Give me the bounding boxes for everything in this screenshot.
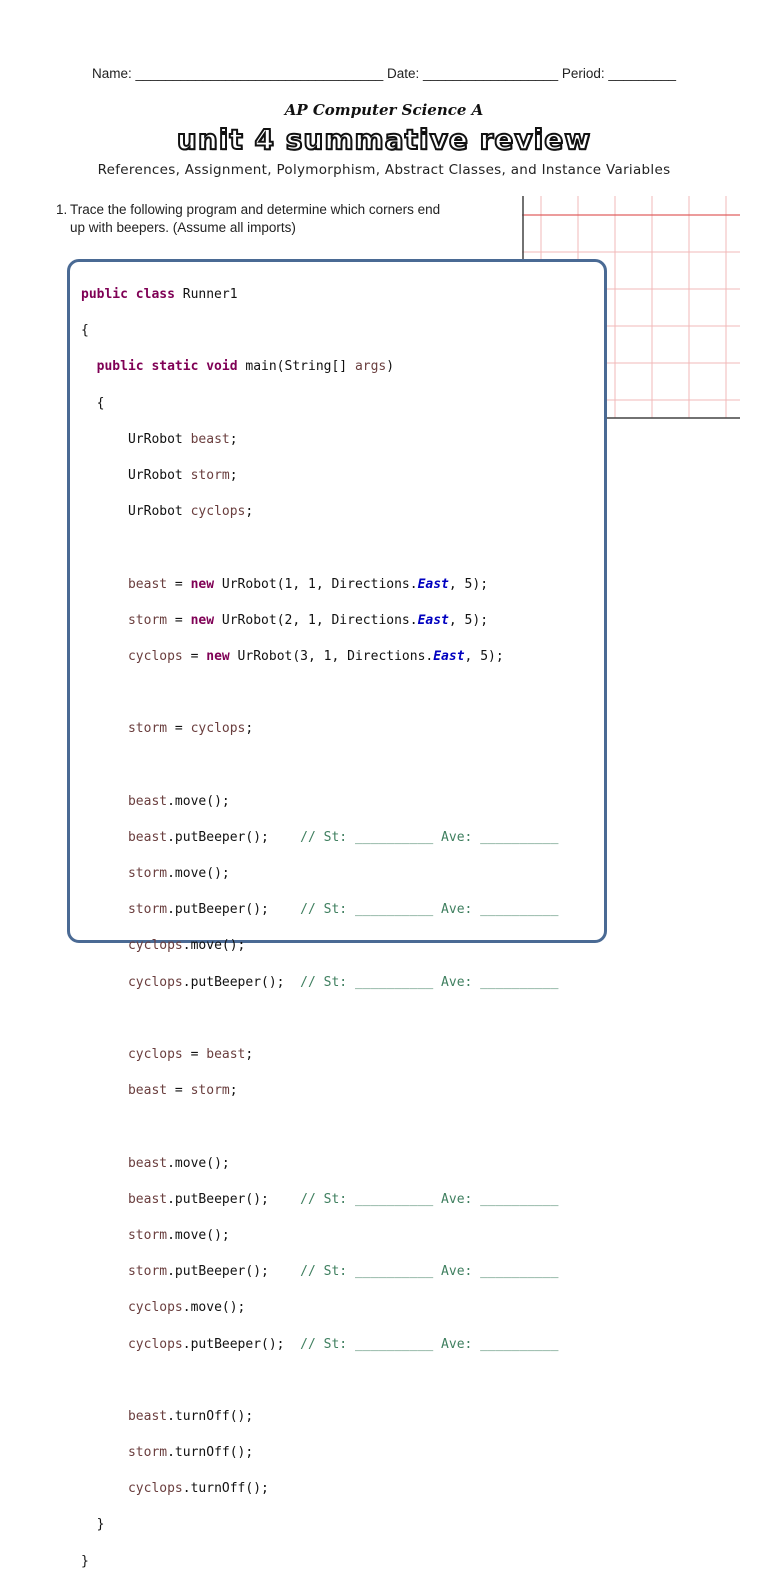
code-text: .putBeeper(); <box>167 1264 269 1280</box>
code-line <box>81 395 558 413</box>
code-text: ; <box>229 431 238 447</box>
code-variable: storm <box>127 902 168 918</box>
code-text: , 5); <box>448 576 489 592</box>
code-text: = <box>182 648 207 664</box>
code-line <box>81 648 558 666</box>
code-text: UrRobot(3, 1, Directions. <box>229 648 434 664</box>
code-line <box>81 503 558 521</box>
code-variable: beast <box>190 431 230 447</box>
code-line <box>81 901 558 919</box>
code-text: { <box>81 323 89 339</box>
code-text: = <box>167 1083 191 1099</box>
page-subtitle: References, Assignment, Polymorphism, Abstract Classes, and Instance Variables <box>97 162 671 178</box>
code-text: .putBeeper(); <box>182 974 285 990</box>
code-text: = <box>167 576 191 592</box>
code-text: .turnOff(); <box>182 1481 269 1497</box>
code-comment-answer-blank: // St: __________ Ave: __________ <box>300 974 559 990</box>
code-line <box>81 1082 558 1100</box>
code-line <box>81 793 558 811</box>
code-blank-line <box>81 1372 558 1390</box>
code-variable: cyclops <box>127 974 183 990</box>
code-line <box>81 1155 558 1173</box>
code-text: ; <box>229 1083 238 1099</box>
question-text-line-2: up with beepers. (Assume all imports) <box>70 220 296 235</box>
code-text: } <box>96 1517 105 1533</box>
code-blank-line <box>81 1118 558 1136</box>
code-text: ; <box>229 468 238 484</box>
code-text: ) <box>386 359 395 375</box>
code-line <box>81 576 558 594</box>
code-keyword: new <box>190 612 215 628</box>
code-keyword: new <box>190 576 215 592</box>
code-variable: args <box>354 359 387 375</box>
code-line <box>81 286 558 304</box>
code-text: UrRobot(2, 1, Directions. <box>214 612 418 628</box>
code-line <box>81 1263 558 1281</box>
code-variable: beast <box>127 1191 168 1207</box>
code-line <box>81 829 558 847</box>
code-keyword: public class <box>81 287 175 303</box>
code-keyword: public static void <box>96 359 238 375</box>
code-variable: storm <box>190 1083 230 1099</box>
code-text: .move(); <box>182 938 246 954</box>
code-comment-answer-blank: // St: __________ Ave: __________ <box>300 1264 559 1280</box>
code-text: = <box>167 612 191 628</box>
code-variable: cyclops <box>127 648 183 664</box>
code-blank-line <box>81 1010 558 1028</box>
page-title: unit 4 summative review <box>176 123 592 156</box>
code-text: } <box>81 1553 89 1569</box>
code-blank-line <box>81 757 558 775</box>
code-blank-line <box>81 539 558 557</box>
code-variable: cyclops <box>190 504 246 520</box>
code-line <box>81 467 558 485</box>
code-line <box>81 720 558 738</box>
code-text: = <box>167 721 191 737</box>
code-variable: cyclops <box>127 1300 183 1316</box>
code-line <box>81 1553 558 1571</box>
code-text: = <box>182 1047 207 1063</box>
code-text: main(String[] <box>237 359 355 375</box>
code-blank-line <box>81 684 558 702</box>
code-variable: beast <box>206 1047 246 1063</box>
code-variable: storm <box>127 1227 168 1243</box>
code-enum: East <box>417 612 449 628</box>
code-variable: beast <box>127 793 168 809</box>
code-text: UrRobot <box>127 504 191 520</box>
code-text: .turnOff(); <box>167 1408 254 1424</box>
code-text: Runner1 <box>174 287 238 303</box>
code-variable: cyclops <box>127 1481 183 1497</box>
code-variable: storm <box>127 612 168 628</box>
code-variable: cyclops <box>127 938 183 954</box>
code-text: .move(); <box>167 866 230 882</box>
code-line <box>81 1408 558 1426</box>
code-line <box>81 358 558 376</box>
course-name: AP Computer Science A <box>284 101 484 119</box>
code-variable: beast <box>127 1083 168 1099</box>
code-variable: cyclops <box>190 721 246 737</box>
code-text: .turnOff(); <box>167 1445 254 1461</box>
code-line <box>81 1444 558 1462</box>
code-line <box>81 1516 558 1534</box>
code-line <box>81 937 558 955</box>
code-text: ; <box>245 504 254 520</box>
code-text: .putBeeper(); <box>167 902 269 918</box>
code-text: UrRobot <box>127 431 191 447</box>
question-1 <box>56 201 506 237</box>
code-line <box>81 974 558 992</box>
code-text: UrRobot <box>127 468 191 484</box>
question-number: 1. <box>56 202 68 217</box>
code-text: .move(); <box>182 1300 246 1316</box>
code-variable: storm <box>190 468 230 484</box>
code-enum: East <box>433 648 465 664</box>
code-variable: beast <box>127 829 168 845</box>
code-line <box>81 322 558 340</box>
code-text: .move(); <box>167 1227 230 1243</box>
code-text: .move(); <box>167 1155 230 1171</box>
code-variable: storm <box>127 866 168 882</box>
code-line <box>81 1046 558 1064</box>
code-text: .move(); <box>167 793 230 809</box>
code-text: ; <box>245 721 254 737</box>
code-listing <box>81 268 558 1589</box>
code-line <box>81 1480 558 1498</box>
code-text: ; <box>245 1047 254 1063</box>
code-variable: beast <box>127 1155 168 1171</box>
code-line <box>81 431 558 449</box>
code-text: .putBeeper(); <box>167 1191 269 1207</box>
code-line <box>81 1227 558 1245</box>
code-line <box>81 612 558 630</box>
code-text: , 5); <box>448 612 489 628</box>
code-comment-answer-blank: // St: __________ Ave: __________ <box>300 1336 559 1352</box>
code-variable: storm <box>127 1445 168 1461</box>
code-text: UrRobot(1, 1, Directions. <box>214 576 418 592</box>
code-line <box>81 865 558 883</box>
code-text: { <box>96 395 105 411</box>
code-variable: storm <box>127 721 168 737</box>
code-line <box>81 1299 558 1317</box>
code-text: .putBeeper(); <box>167 829 269 845</box>
question-text-line-1: Trace the following program and determine which corners end <box>70 202 441 217</box>
name-date-period-line: Name: _________________________________ Date: __________________ Period: _________ <box>91 66 677 81</box>
code-text: , 5); <box>464 648 504 664</box>
code-variable: beast <box>127 1408 168 1424</box>
code-variable: cyclops <box>127 1336 183 1352</box>
code-variable: cyclops <box>127 1047 183 1063</box>
code-line <box>81 1336 558 1354</box>
code-comment-answer-blank: // St: __________ Ave: __________ <box>300 1191 559 1207</box>
code-comment-answer-blank: // St: __________ Ave: __________ <box>300 902 559 918</box>
code-keyword: new <box>206 648 230 664</box>
code-variable: beast <box>127 576 168 592</box>
code-comment-answer-blank: // St: __________ Ave: __________ <box>300 829 559 845</box>
code-enum: East <box>417 576 449 592</box>
code-line <box>81 1191 558 1209</box>
code-variable: storm <box>127 1264 168 1280</box>
code-text: .putBeeper(); <box>182 1336 285 1352</box>
